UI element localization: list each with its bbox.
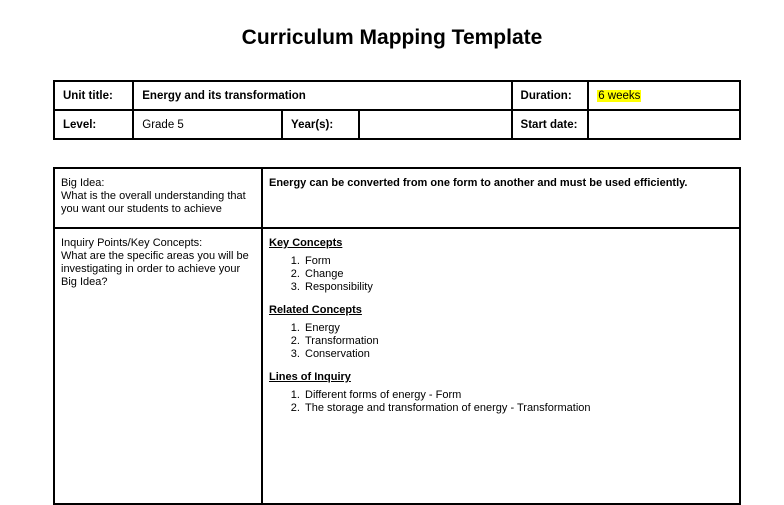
curriculum-map-table xyxy=(53,167,741,505)
key-concepts-list xyxy=(269,255,733,294)
lines-of-inquiry-heading: Lines of Inquiry xyxy=(269,371,351,383)
list-item: 1. Form xyxy=(303,255,733,268)
list-item: 3. Conservation xyxy=(303,348,733,361)
list-item: 2. Change xyxy=(303,268,733,281)
duration-value: 6 weeks xyxy=(598,89,641,102)
list-item: 2. The storage and transformation of energy - Transformation xyxy=(303,402,733,415)
duration-cell[interactable] xyxy=(588,81,740,110)
unit-title-label: Unit title: xyxy=(54,81,133,110)
years-value[interactable] xyxy=(359,110,512,139)
unit-info-table xyxy=(53,80,741,140)
key-concepts-heading: Key Concepts xyxy=(269,237,343,249)
page-title: Curriculum Mapping Template xyxy=(241,26,543,49)
inquiry-content[interactable] xyxy=(262,228,740,504)
level-value[interactable]: Grade 5 xyxy=(133,110,282,139)
list-item: 2. Transformation xyxy=(303,335,733,348)
list-item: 1. Energy xyxy=(303,322,733,335)
list-item: 1. Different forms of energy - Form xyxy=(303,389,733,402)
inquiry-cell xyxy=(54,228,262,504)
big-idea-label: Big Idea: xyxy=(61,177,105,189)
big-idea-value[interactable]: Energy can be converted from one form to another and must be used efficiently. xyxy=(262,168,740,228)
start-date-label: Start date: xyxy=(512,110,589,139)
inquiry-label: Inquiry Points/Key Concepts: xyxy=(61,237,203,249)
list-item: 3. Responsibility xyxy=(303,281,733,294)
unit-title-value[interactable]: Energy and its transformation xyxy=(133,81,511,110)
related-concepts-heading: Related Concepts xyxy=(269,304,362,316)
lines-of-inquiry-list xyxy=(269,389,733,415)
big-idea-description: What is the overall understanding that you want our students to achieve xyxy=(61,190,246,215)
years-label: Year(s): xyxy=(282,110,358,139)
related-concepts-list xyxy=(269,322,733,361)
start-date-value[interactable] xyxy=(588,110,740,139)
level-label: Level: xyxy=(54,110,133,139)
big-idea-cell xyxy=(54,168,262,228)
duration-label: Duration: xyxy=(512,81,589,110)
inquiry-description: What are the specific areas you will be investigating in order to achieve your Big Idea? xyxy=(61,250,249,288)
